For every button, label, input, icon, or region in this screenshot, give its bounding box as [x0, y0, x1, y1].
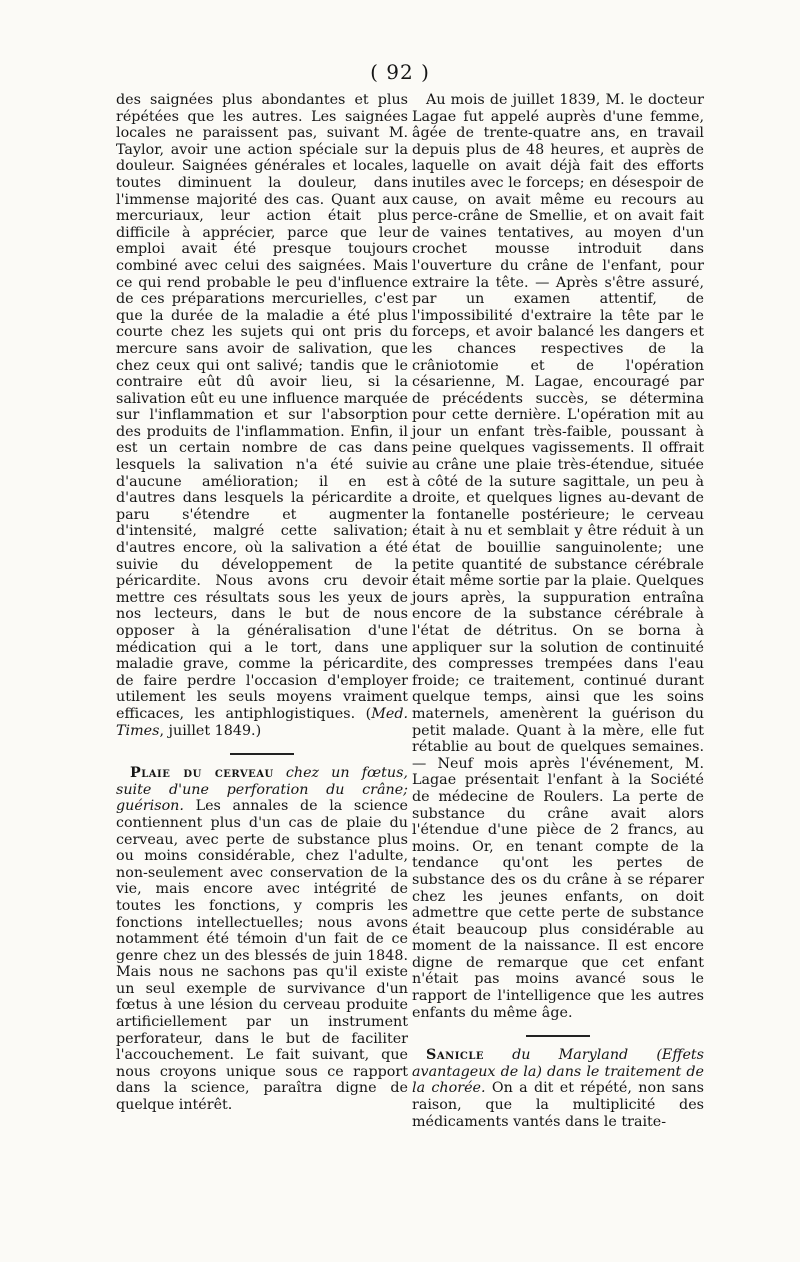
article-heading: Plaie du cerveau — [130, 765, 274, 782]
article-plaie-du-cerveau — [116, 765, 408, 1113]
section-divider — [230, 753, 294, 755]
article-body: Les annales de la science contiennent plus d'un cas de plaie du cerveau, avec perte de substance plus ou moins considérable, chez l'adulte, non-seulement avec conservation de la vie, mais encore avec intégrité de toutes les fonctions, y compris les fonctions intellectuelles; nous avons notamment été témoin d'un fait de ce genre chez un des blessés de juin 1848. Mais nous ne sachons pas qu'il existe un seul exemple de survivance d'un fœtus à une lésion du cerveau produite artificiellement par un instrument perforateur, dans le but de faciliter l'accouchement. Le fait suivant, que nous croyons unique sous ce rapport dans la science, paraîtra digne de quelque intérêt. — [116, 798, 408, 1114]
page-number: ( 92 ) — [370, 60, 430, 84]
article-subtitle-part-2: (Effets avantageux de la) dans le traitement de la chorée. — [412, 1047, 705, 1097]
citation-date: , juillet 1849.) — [159, 722, 262, 739]
citation-journal: Med. Times — [116, 705, 409, 739]
article-sanicle — [412, 1047, 704, 1130]
left-paragraph-continuation — [116, 92, 408, 739]
article-subtitle: chez un fœtus, suite d'une perforation du crâne; guérison. — [116, 765, 408, 815]
section-divider — [526, 1035, 590, 1037]
article-heading: Sanicle — [426, 1047, 485, 1064]
article-subtitle-place: Maryland — [558, 1047, 629, 1064]
left-paragraph-text: des saignées plus abondantes et plus répétées que les autres. Les saignées locales ne paraissent pas, suivant M. Taylor, avoir une action spéciale sur la douleur. Saignées générales et locales, toutes diminuent la douleur, dans l'immense majorité des cas. Quant aux mercuriaux, leur action était plus difficile à apprécier, parce que leur emploi avait été presque toujours combiné avec celui des saignées. Mais ce qui rend probable le peu d'influence de ces préparations mercurielles, c'est que la durée de la maladie a été plus courte chez les sujets qui ont pris du mercure sans avoir de salivation, que chez ceux qui ont salivé; tandis que le contraire eût dû avoir lieu, si la salivation eût eu une influence marquée sur l'inflammation et sur l'absorption des produits de l'inflammation. Enfin, il est un certain nombre de cas dans lesquels la salivation n'a été suivie d'aucune amélioration; il en est d'autres dans lesquels la péricardite a paru s'étendre et augmenter d'intensité, malgré cette salivation; d'autres encore, où la salivation a été suivie du développement de la péricardite. Nous avons cru devoir mettre ces résultats sous les yeux de nos lecteurs, dans le but de nous opposer à la généralisation d'une médication qui a le tort, dans une maladie grave, comme la péricardite, de faire perdre l'occasion d'employer utilement les seuls moyens vraiment efficaces, les antiphlogistiques. — [116, 92, 408, 722]
article-subtitle-part-1: du — [484, 1047, 559, 1064]
case-report-paragraph: Au mois de juillet 1839, M. le docteur Lagae fut appelé auprès d'une femme, âgée de trente-quatre ans, en travail depuis plus de 48 heures, et auprès de laquelle on avait déjà fait des efforts inutiles avec le forceps; en désespoir de cause, on avait même eu recours au perce-crâne de Smellie, et on avait fait de vaines tentatives, au moyen d'un crochet mousse introduit dans l'ouverture du crâne de l'enfant, pour extraire la tête. — Après s'être assuré, par un examen attentif, de l'impossibilité d'extraire la tête par le forceps, et avoir balancé les dangers et les chances respectives de la crâniotomie et de l'opération césarienne, M. Lagae, encouragé par de précédents succès, se détermina pour cette dernière. L'opération mit au jour un enfant très-faible, poussant à peine quelques vagissements. Il offrait au crâne une plaie très-étendue, située à côté de la suture sagittale, un peu à droite, et quelques lignes au-devant de la fontanelle postérieure; le cerveau était à nu et semblait y être réduit à un état de bouillie sanguinolente; une petite quantité de substance cérébrale était même sortie par la plaie. Quelques jours après, la suppuration entraîna encore de la substance cérébrale à l'état de détritus. On se borna à appliquer sur la solution de continuité des compresses trempées dans l'eau froide; ce traitement, continué durant quelque temps, ainsi que les soins maternels, amenèrent la guérison du petit malade. Quant à la mère, elle fut rétablie au bout de quelques semaines. — Neuf mois après l'événement, M. Lagae présentait l'enfant à la Société de médecine de Roulers. La perte de substance du crâne avait alors l'étendue d'une pièce de 2 francs, au moins. Or, en tenant compte de la tendance qu'ont les pertes de substance des os du crâne à se réparer chez les jeunes enfants, on doit admettre que cette perte de substance était beaucoup plus considérable au moment de la naissance. Il est encore digne de remarque que cet enfant n'était pas moins avancé sous le rapport de l'intelligence que les autres enfants du même âge. — [412, 92, 704, 1021]
right-column — [412, 92, 704, 1130]
citation-open: ( — [355, 705, 372, 722]
left-column — [116, 92, 408, 1114]
article-body: On a dit et répété, non sans raison, que la multiplicité des médicaments vantés dans le traite- — [412, 1080, 705, 1130]
